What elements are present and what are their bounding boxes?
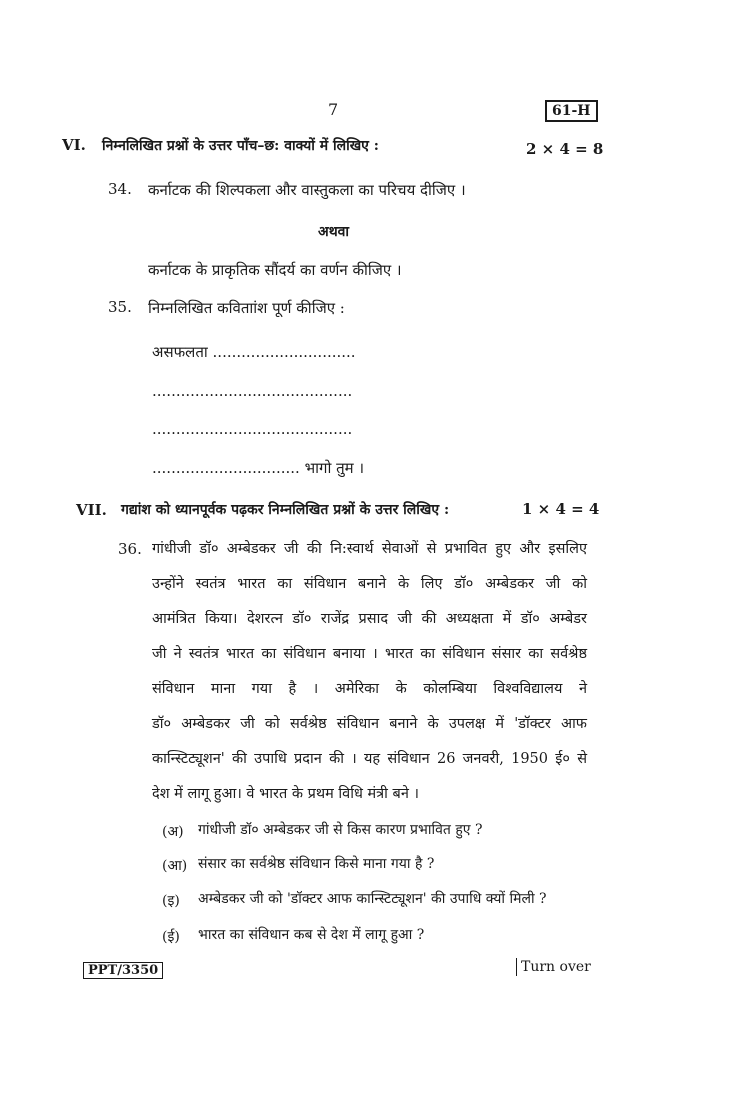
- passage-line: गांधीजी डॉ० अम्बेडकर जी की नि:स्वार्थ सेवाओं से प्रभावित हुए और इसलिए: [152, 541, 587, 557]
- paper-code: 61-H: [545, 100, 598, 122]
- sub-question-label: (अ): [162, 824, 184, 840]
- sub-question-label: (ई): [162, 929, 180, 945]
- question-34-text: कर्नाटक की शिल्पकला और वास्तुकला का परिचय दीजिए ।: [148, 181, 466, 199]
- passage: [152, 532, 587, 812]
- question-35-number: 35.: [108, 298, 132, 316]
- question-36-number: 36.: [118, 540, 142, 558]
- page-number: 7: [328, 100, 339, 119]
- section-vi-instruction: निम्नलिखित प्रश्नों के उत्तर पाँच–छ: वाक्यों में लिखिए :: [102, 138, 379, 154]
- section-vi-marks: 2 × 4 = 8: [526, 140, 604, 158]
- sub-question-text: संसार का सर्वश्रेष्ठ संविधान किसे माना गया है ?: [198, 856, 435, 872]
- poem-line-3: ..........................................: [152, 420, 353, 438]
- turn-over-text: Turn over: [521, 959, 591, 975]
- footer-code: PPT/3350: [83, 962, 163, 979]
- question-35-text: निम्नलिखित कविताांश पूर्ण कीजिए :: [148, 299, 345, 317]
- section-vi-number: VI.: [62, 136, 86, 154]
- section-vii-instruction: गद्यांश को ध्यानपूर्वक पढ़कर निम्नलिखित प्रश्नों के उत्तर लिखिए :: [121, 502, 450, 518]
- passage-line: उन्होंने स्वतंत्र भारत का संविधान बनाने के लिए डॉ० अम्बेडकर जी को: [152, 576, 587, 592]
- section-vii-number: VII.: [76, 501, 107, 519]
- sub-question-label: (आ): [162, 858, 188, 874]
- passage-line: आमंत्रित किया। देशरत्न डॉ० राजेंद्र प्रसाद जी की अध्यक्षता में डॉ० अम्बेडर: [152, 611, 587, 627]
- sub-question-text: भारत का संविधान कब से देश में लागू हुआ ?: [198, 927, 425, 943]
- or-label: अथवा: [318, 224, 350, 240]
- passage-line: कान्स्टिट्यूशन' की उपाधि प्रदान की । यह संविधान 26 जनवरी, 1950 ई० से: [152, 751, 587, 767]
- passage-line: देश में लागू हुआ। वे भारत के प्रथम विधि मंत्री बने ।: [152, 786, 419, 802]
- sub-question-label: (इ): [162, 893, 180, 909]
- passage-line: जी ने स्वतंत्र भारत का संविधान बनाया । भारत का संविधान संसार का सर्वश्रेष्ठ: [152, 646, 587, 662]
- poem-line-1: असफलता ..............................: [152, 343, 356, 361]
- section-vii-marks: 1 × 4 = 4: [522, 500, 600, 518]
- sub-question-text: अम्बेडकर जी को 'डॉक्टर आफ कान्स्टिट्यूशन' की उपाधि क्यों मिली ?: [198, 891, 547, 907]
- question-34-alternative: कर्नाटक के प्राकृतिक सौंदर्य का वर्णन कीजिए ।: [148, 261, 402, 279]
- passage-line: संविधान माना गया है । अमेरिका के कोलम्बिया विश्वविद्यालय ने: [152, 681, 587, 697]
- passage-line: डॉ० अम्बेडकर जी को सर्वश्रेष्ठ संविधान बनाने के उपलक्ष में 'डॉक्टर आफ: [152, 716, 587, 732]
- poem-line-4: ............................... भागो तुम ।: [152, 459, 365, 477]
- turn-over-note: [516, 958, 591, 976]
- question-34-number: 34.: [108, 180, 132, 198]
- sub-question-text: गांधीजी डॉ० अम्बेडकर जी से किस कारण प्रभावित हुए ?: [198, 822, 483, 838]
- poem-line-2: ..........................................: [152, 382, 353, 400]
